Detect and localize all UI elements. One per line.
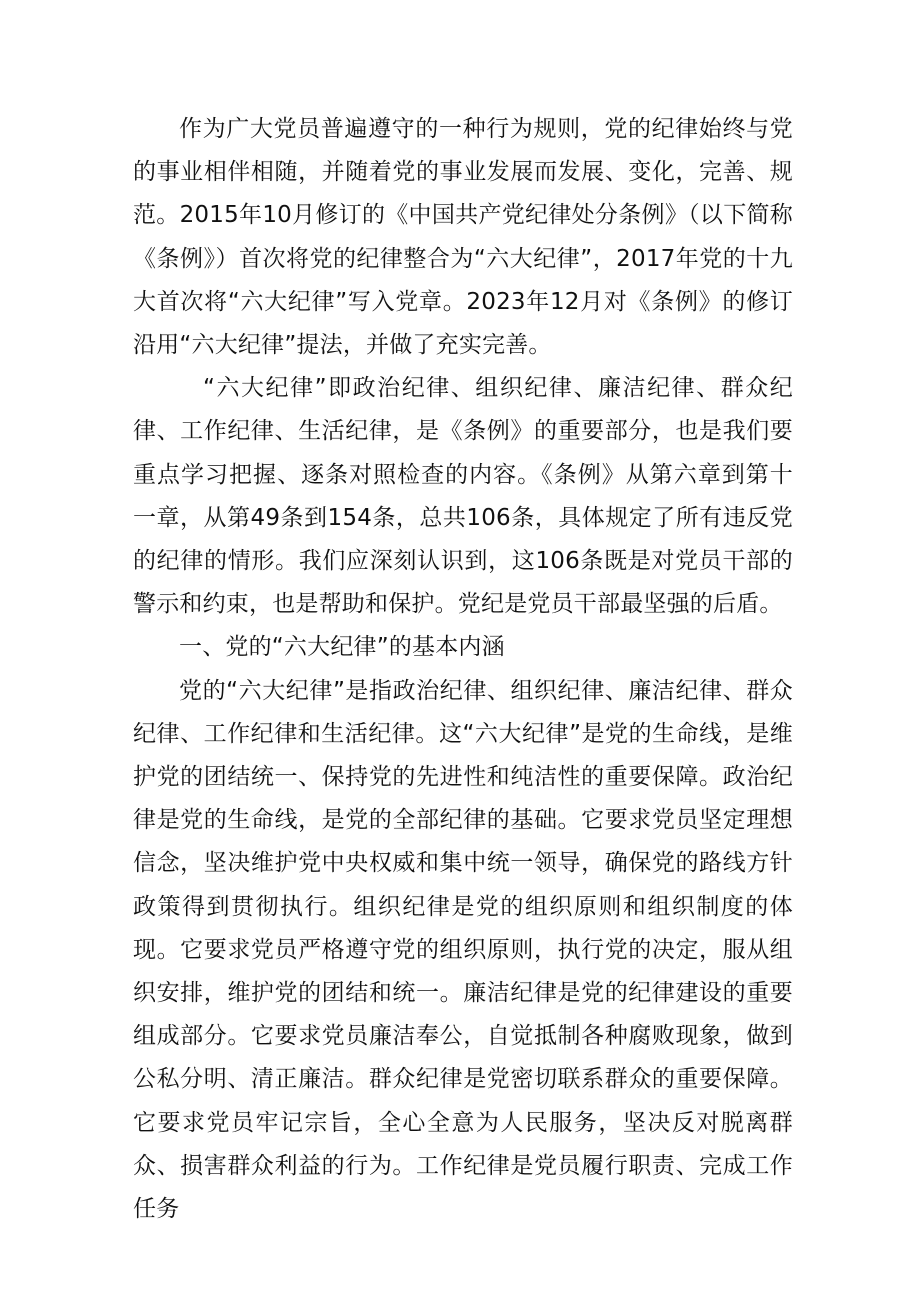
paragraph-six-disciplines: “六大纪律”即政治纪律、组织纪律、廉洁纪律、群众纪律、工作纪律、生活纪律，是《条例》的重要部分，也是我们要重点学习把握、逐条对照检查的内容。《条例》从第六章到第十一章，从第49条到154条，总共106条，具体规定了所有违反党的纪律的情形。我们应深刻认识到，这106条既是对党员干部的警示和约束，也是帮助和保护。党纪是党员干部最坚强的后盾。	[133, 375, 793, 618]
paragraph-basic-connotation: 党的“六大纪律”是指政治纪律、组织纪律、廉洁纪律、群众纪律、工作纪律和生活纪律。这“六大纪律”是党的生命线，是维护党的团结统一、保持党的先进性和纯洁性的重要保障。政治纪律是党的生命线，是党的全部纪律的基础。它要求党员坚定理想信念，坚决维护党中央权威和集中统一领导，确保党的路线方针政策得到贯彻执行。组织纪律是党的组织原则和组织制度的体现。它要求党员严格遵守党的组织原则，执行党的决定，服从组织安排，维护党的团结和统一。廉洁纪律是党的纪律建设的重要组成部分。它要求党员廉洁奉公，自觉抵制各种腐败现象，做到公私分明、清正廉洁。群众纪律是党密切联系群众的重要保障。它要求党员牢记宗旨，全心全意为人民服务，坚决反对脱离群众、损害群众利益的行为。工作纪律是党员履行职责、完成工作任务	[133, 677, 793, 1223]
paragraph-intro: 作为广大党员普遍遵守的一种行为规则，党的纪律始终与党的事业相伴相随，并随着党的事业发展而发展、变化，完善、规范。2015年10月修订的《中国共产党纪律处分条例》（以下简称《条例》）首次将党的纪律整合为“六大纪律”，2017年党的十九大首次将“六大纪律”写入党章。2023年12月对《条例》的修订沿用“六大纪律”提法，并做了充实完善。	[133, 116, 793, 359]
section-heading: 一、党的“六大纪律”的基本内涵	[179, 634, 505, 661]
document-body	[133, 108, 793, 1231]
